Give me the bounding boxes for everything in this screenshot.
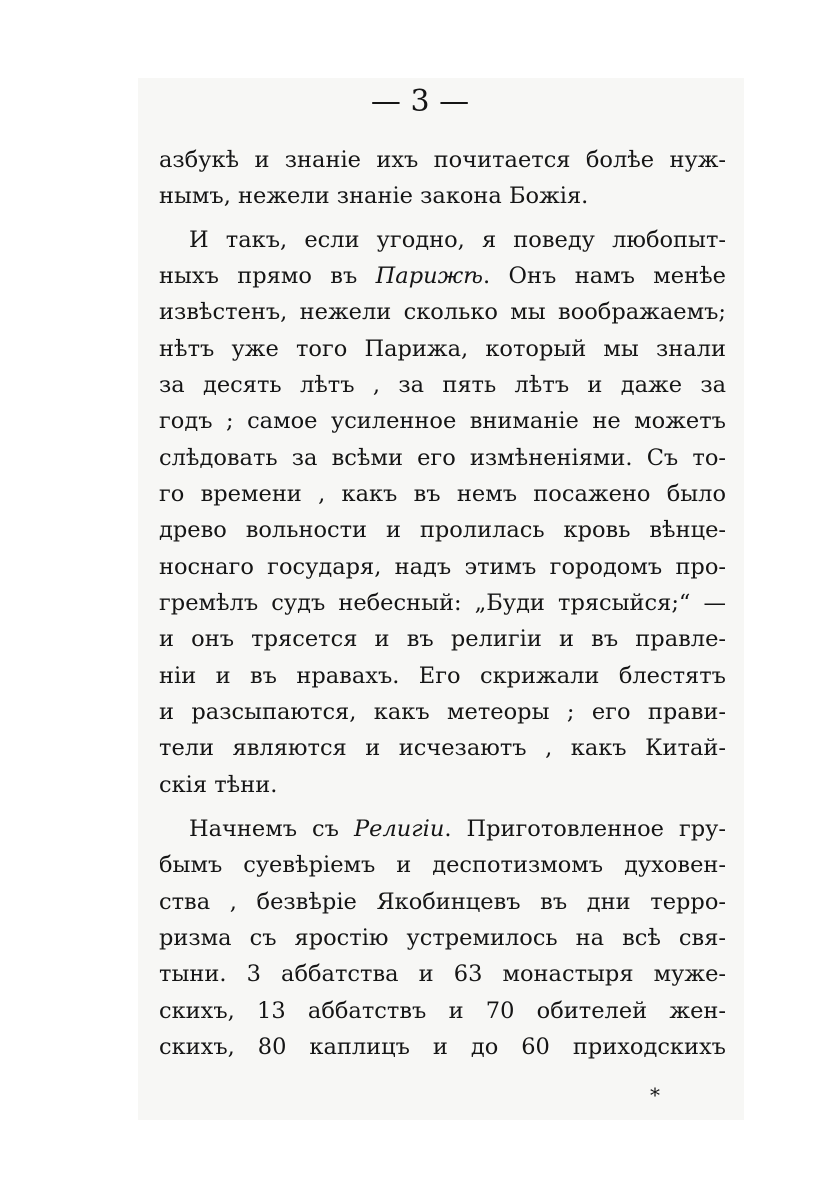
text-line-4-start: ныхъ прямо въ [159, 263, 376, 289]
text-line-24: скихъ, 13 аббатствъ и 70 обителей жен- [159, 998, 726, 1024]
text-line-21: ства , безвѣріе Якобинцевъ въ дни терро- [159, 889, 726, 915]
city-name-paris: Парижѣ [375, 263, 484, 289]
text-line-8: годъ ; самое усиленное вниманіе не можетъ [159, 408, 726, 434]
text-line-3 [189, 224, 726, 256]
text-line-12: носнаго государя, надъ этимъ городомъ про- [159, 554, 726, 580]
text-line-9: слѣдовать за всѣми его измѣненіями. Съ то- [159, 445, 726, 471]
text-line-2: нымъ, нежели знаніе закона Божія. [159, 183, 589, 209]
text-line-11: древо вольности и пролилась кровь вѣнце- [159, 517, 726, 543]
text-line-4 [159, 260, 726, 292]
text-line-6: нѣтъ уже того Парижа, который мы знали [159, 336, 726, 362]
text-line-23: тыни. 3 аббатства и 63 монастыря муже- [159, 961, 726, 987]
text-line-7: за десять лѣтъ , за пять лѣтъ и даже за [159, 372, 726, 398]
text-line-14: и онъ трясется и въ религіи и въ правле- [159, 626, 726, 652]
text-line-10: го времени , какъ въ немъ посажено было [159, 481, 726, 507]
text-line-19-end: . Приготовленное гру- [444, 816, 727, 842]
printer-signature-mark: * [650, 1083, 660, 1107]
text-line-16: и разсыпаются, какъ метеоры ; его прави- [159, 699, 726, 725]
text-line-5: извѣстенъ, нежели сколько мы воображаемъ; [159, 299, 726, 325]
text-line-25: скихъ, 80 каплицъ и до 60 приходскихъ [159, 1034, 726, 1060]
text-line-1: азбукѣ и знаніе ихъ почитается болѣе нуж- [159, 147, 726, 173]
text-line-17: тели являются и исчезаютъ , какъ Китай- [159, 735, 726, 761]
text-line-22: ризма съ яростію устремилось на всѣ свя- [159, 925, 726, 951]
topic-religion: Религіи [353, 816, 445, 842]
text-line-4-end: . Онъ намъ менѣе [483, 263, 726, 289]
text-line-13: гремѣлъ судъ небесный: „Буди трясыйся;“ — [159, 590, 726, 616]
text-line-19-start: Начнемъ съ [189, 816, 354, 842]
text-line-19 [189, 813, 726, 845]
text-line-18: скія тѣни. [159, 772, 278, 798]
page-number-header: — 3 — [370, 84, 470, 119]
text-line-15: ніи и въ нравахъ. Его скрижали блестятъ [159, 663, 726, 689]
text-line-3-start: И такъ, если угодно, я поведу любопыт- [189, 227, 726, 253]
text-line-20: бымъ суевѣріемъ и деспотизмомъ духовен- [159, 852, 726, 878]
